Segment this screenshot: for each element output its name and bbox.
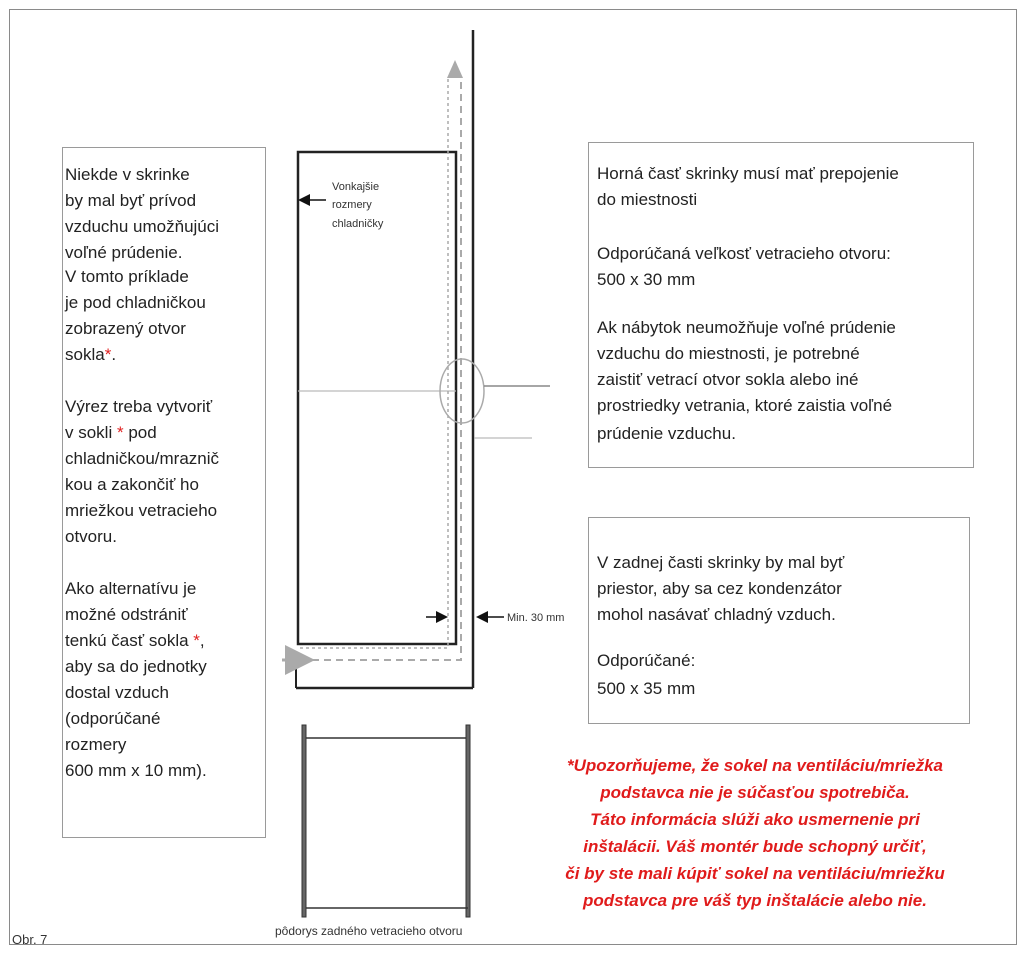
warning-line-2: podstavca nie je súčasťou spotrebiča. xyxy=(600,783,910,802)
bottom-right-info-box xyxy=(588,517,970,724)
left-line-16: možné odstrániť xyxy=(65,605,188,624)
left-line-18: aby sa do jednotky xyxy=(65,657,207,676)
left-line-19: dostal vzduch xyxy=(65,683,169,702)
tr-line-2: do miestnosti xyxy=(597,190,698,209)
left-line-1: Niekde v skrinke xyxy=(65,165,190,184)
left-line-15: Ako alternatívu je xyxy=(65,579,197,598)
left-line-13: mriežkou vetracieho xyxy=(65,501,218,520)
figure-label: Obr. 7 xyxy=(12,932,48,947)
tr-line-4: 500 x 30 mm xyxy=(597,270,696,289)
left-line-2: by mal byť prívod xyxy=(65,191,197,210)
tr-line-8: prostriedky vetrania, ktoré zaistia voľné xyxy=(597,396,893,415)
plan-caption: pôdorys zadného vetracieho otvoru xyxy=(275,924,463,938)
br-line-1: V zadnej časti skrinky by mal byť xyxy=(597,553,845,572)
tr-line-6: vzduchu do miestnosti, je potrebné xyxy=(597,344,860,363)
left-line-11: chladničkou/mraznič xyxy=(65,449,220,468)
plan-left-post xyxy=(302,725,306,917)
warning-line-6: podstavca pre váš typ inštalácie alebo nie. xyxy=(583,891,927,910)
left-line-12: kou a zakončiť ho xyxy=(65,475,199,494)
tr-line-3: Odporúčaná veľkosť vetracieho otvoru: xyxy=(597,244,891,263)
tr-line-5: Ak nábytok neumožňuje voľné prúdenie xyxy=(597,318,896,337)
label-outer-1: Vonkajšie xyxy=(332,181,380,193)
left-line-21: rozmery xyxy=(65,735,127,754)
warning-note xyxy=(520,752,990,914)
airflow-dashed-path xyxy=(300,78,461,660)
br-line-2: priestor, aby sa cez kondenzátor xyxy=(597,579,842,598)
br-line-3: mohol nasávať chladný vzduch. xyxy=(597,605,836,624)
top-right-info-box xyxy=(588,142,974,468)
warning-line-1: *Upozorňujeme, že sokel na ventiláciu/mriežka xyxy=(566,756,944,775)
airflow-up-arrow xyxy=(447,60,463,78)
label-min-30: Min. 30 mm xyxy=(507,612,565,624)
label-outer-2: rozmery xyxy=(332,199,372,211)
left-line-5: V tomto príklade xyxy=(65,267,189,286)
warning-line-3: Táto informácia slúži ako usmernenie pri xyxy=(590,810,920,829)
left-line-20: (odporúčané xyxy=(65,709,161,728)
plan-right-post xyxy=(466,725,470,917)
br-line-4: Odporúčané: xyxy=(597,651,696,670)
warning-line-4: inštalácii. Váš montér bude schopný určiť, xyxy=(583,837,927,856)
left-line-10: v sokli * pod xyxy=(65,423,157,442)
left-line-6: je pod chladničkou xyxy=(65,293,206,312)
label-outer-3: chladničky xyxy=(332,218,384,230)
left-line-14: otvoru. xyxy=(65,527,117,546)
left-line-7: zobrazený otvor xyxy=(65,319,186,338)
left-line-3: vzduchu umožňujúci xyxy=(65,217,220,236)
left-line-8: sokla*. xyxy=(65,345,117,364)
tr-line-9: prúdenie vzduchu. xyxy=(597,424,736,443)
left-line-4: voľné prúdenie. xyxy=(65,243,183,262)
left-line-22: 600 mm x 10 mm). xyxy=(65,761,207,780)
left-line-17: tenkú časť sokla *, xyxy=(65,631,205,650)
br-line-5: 500 x 35 mm xyxy=(597,679,696,698)
tr-line-7: zaistiť vetrací otvor sokla alebo iné xyxy=(597,370,859,389)
tr-line-1: Horná časť skrinky musí mať prepojenie xyxy=(597,164,899,183)
airflow-dashed-path-2 xyxy=(300,78,448,648)
left-line-9: Výrez treba vytvoriť xyxy=(65,397,213,416)
warning-line-5: či by ste mali kúpiť sokel na ventiláciu/mriežku xyxy=(565,864,945,883)
left-info-box xyxy=(62,147,266,838)
